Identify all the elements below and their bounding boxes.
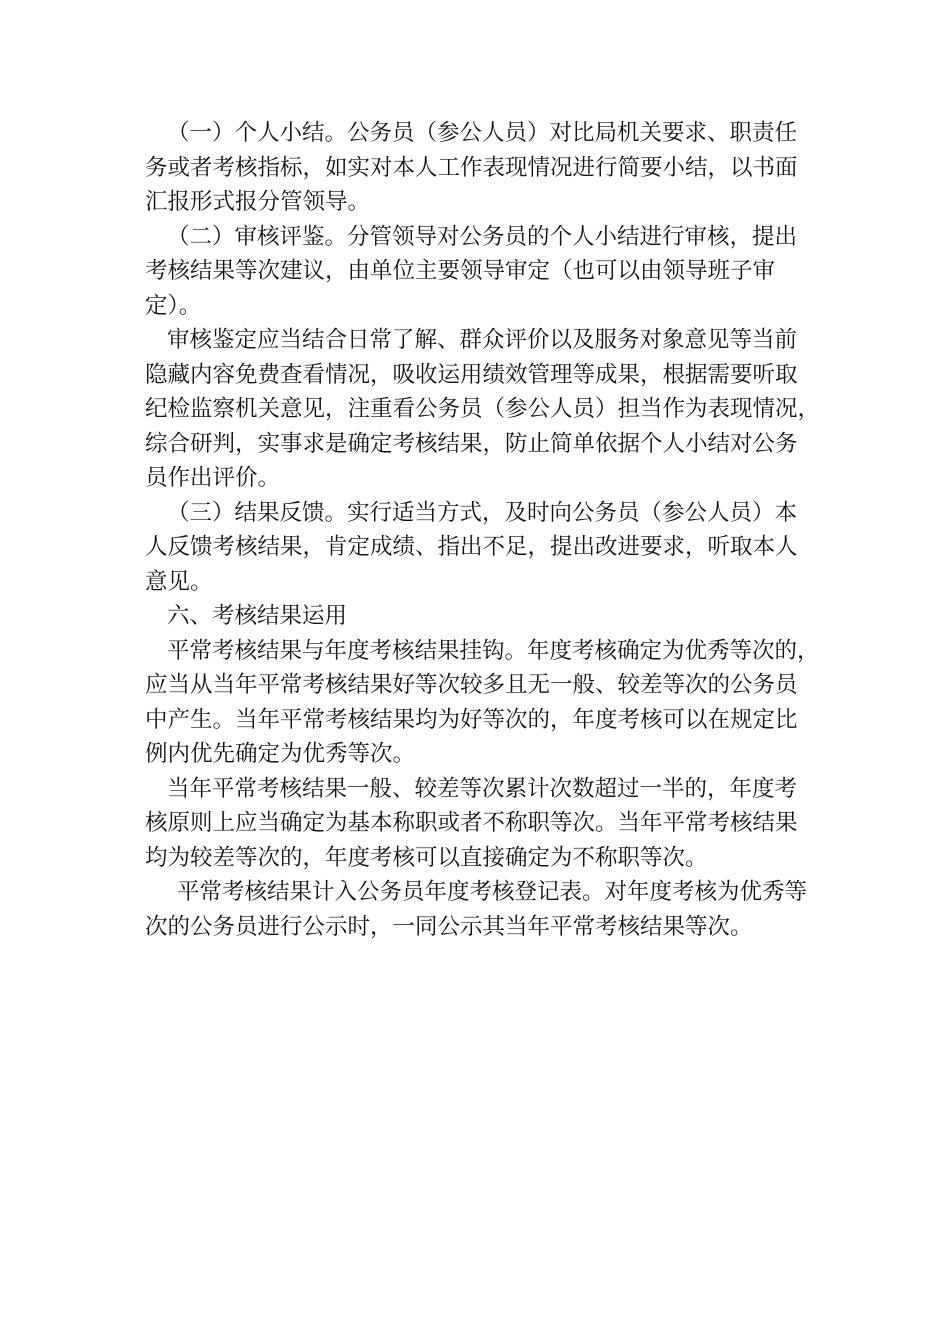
text-line: 意见。 bbox=[145, 568, 213, 595]
text-line: 中产生。当年平常考核结果均为好等次的，年度考核可以在规定比 bbox=[145, 706, 798, 733]
text-line: （三）结果反馈。实行适当方式，及时向公务员（参公人员）本 bbox=[167, 499, 798, 526]
text-line: （一）个人小结。公务员（参公人员）对比局机关要求、职责任 bbox=[167, 120, 798, 146]
text-line: 核原则上应当确定为基本称职或者不称职等次。当年平常考核结果 bbox=[145, 810, 798, 836]
text-line: 纪检监察机关意见，注重看公务员（参公人员）担当作为表现情况， bbox=[145, 396, 821, 422]
text-line: 平常考核结果与年度考核结果挂钩。年度考核确定为优秀等次的， bbox=[167, 637, 820, 664]
text-line: 考核结果等次建议，由单位主要领导审定（也可以由领导班子审 bbox=[145, 258, 776, 284]
text-line: 次的公务员进行公示时，一同公示其当年平常考核结果等次。 bbox=[145, 913, 753, 940]
text-line: 平常考核结果计入公务员年度考核登记表。对年度考核为优秀等 bbox=[177, 879, 808, 905]
text-line: 当年平常考核结果一般、较差等次累计次数超过一半的，年度考 bbox=[167, 775, 798, 802]
text-line: 员作出评价。 bbox=[145, 465, 281, 491]
text-line: 均为较差等次的，年度考核可以直接确定为不称职等次。 bbox=[145, 844, 708, 871]
section-heading: 六、考核结果运用 bbox=[167, 603, 348, 629]
text-line: 例内优先确定为优秀等次。 bbox=[145, 741, 416, 767]
text-line: 定）。 bbox=[145, 292, 202, 319]
text-line: 务或者考核指标，如实对本人工作表现情况进行简要小结，以书面 bbox=[145, 154, 798, 181]
text-line: 应当从当年平常考核结果好等次较多且无一般、较差等次的公务员 bbox=[145, 672, 798, 698]
text-line: （二）审核评鉴。分管领导对公务员的个人小结进行审核，提出 bbox=[167, 223, 798, 250]
text-line: 隐藏内容免费查看情况，吸收运用绩效管理等成果，根据需要听取 bbox=[145, 361, 798, 388]
text-line: 汇报形式报分管领导。 bbox=[145, 189, 371, 215]
text-line: 综合研判，实事求是确定考核结果，防止简单依据个人小结对公务 bbox=[145, 430, 798, 457]
text-line: 人反馈考核结果，肯定成绩、指出不足，提出改进要求，听取本人 bbox=[145, 534, 798, 560]
text-line: 审核鉴定应当结合日常了解、群众评价以及服务对象意见等当前 bbox=[167, 327, 798, 353]
document-body bbox=[145, 116, 825, 944]
